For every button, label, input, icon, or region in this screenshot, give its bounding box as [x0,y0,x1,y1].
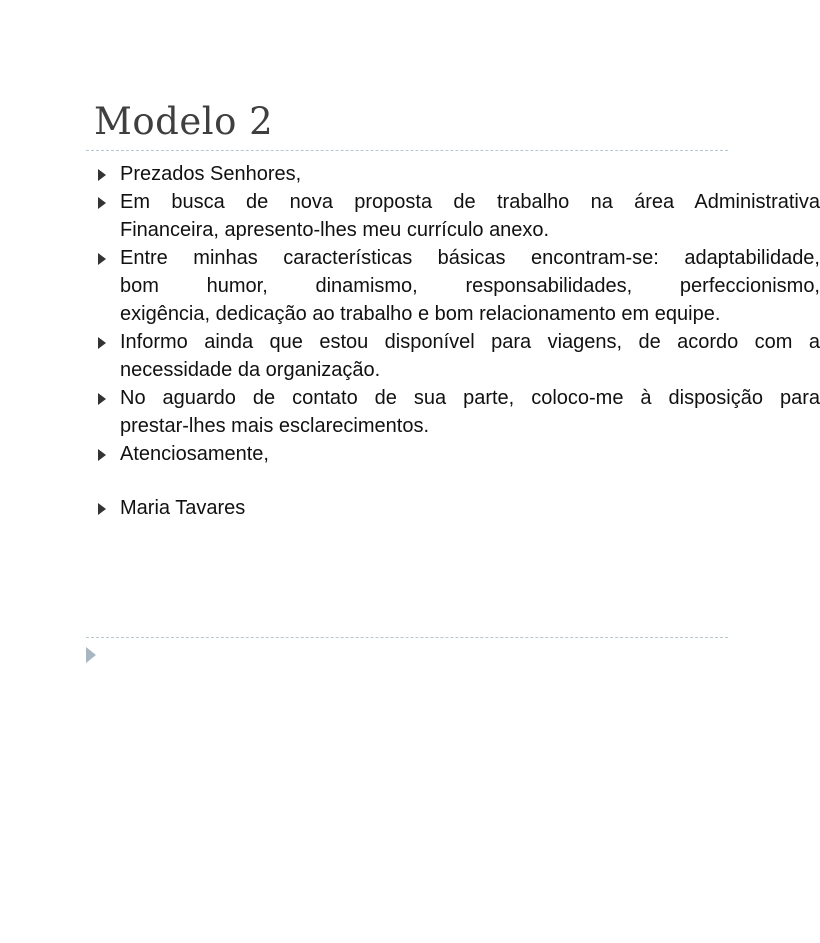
bullet-arrow-icon [98,449,106,461]
bullet-arrow-icon [98,337,106,349]
bullet-item-signature [96,494,816,522]
bullet-item-characteristics [96,244,820,328]
bullet-item-closing [96,440,816,468]
bullet-text: exigência, dedicação ao trabalho e bom relacionamento em equipe. [120,303,721,325]
bullet-arrow-icon [98,253,106,265]
bullet-text: prestar-lhes mais esclarecimentos. [120,415,429,437]
bullet-arrow-icon [98,503,106,515]
bullet-text: Maria Tavares [120,497,246,519]
bullet-text: Informo ainda que estou disponível para viagens, de acordo com a [120,331,820,353]
bullet-item-contact [96,384,820,440]
bullet-text: Financeira, apresento-lhes meu currículo anexo. [120,219,550,241]
bullet-text: Atenciosamente, [120,443,269,465]
bullet-text: Entre minhas características básicas encontram-se: adaptabilidade, [120,247,820,269]
bullet-text: No aguardo de contato de sua parte, coloco-me à disposição para [120,387,820,409]
bullet-text: bom humor, dinamismo, responsabilidades, perfeccionismo, [120,275,820,297]
slide-title: Modelo 2 [94,100,274,143]
bullet-text: Em busca de nova proposta de trabalho na área Administrativa [120,191,820,213]
bullet-item-availability [96,328,820,384]
bullet-arrow-icon [98,169,106,181]
empty-bullet-arrow-icon [86,647,96,663]
bullet-list [96,160,820,522]
bullet-item-greeting [96,160,816,188]
content-divider [86,637,728,638]
spacer [96,468,816,494]
bullet-arrow-icon [98,197,106,209]
bullet-text: Prezados Senhores, [120,163,302,185]
bullet-item-proposal [96,188,820,244]
bullet-text: necessidade da organização. [120,359,381,381]
title-divider [86,150,728,151]
bullet-arrow-icon [98,393,106,405]
